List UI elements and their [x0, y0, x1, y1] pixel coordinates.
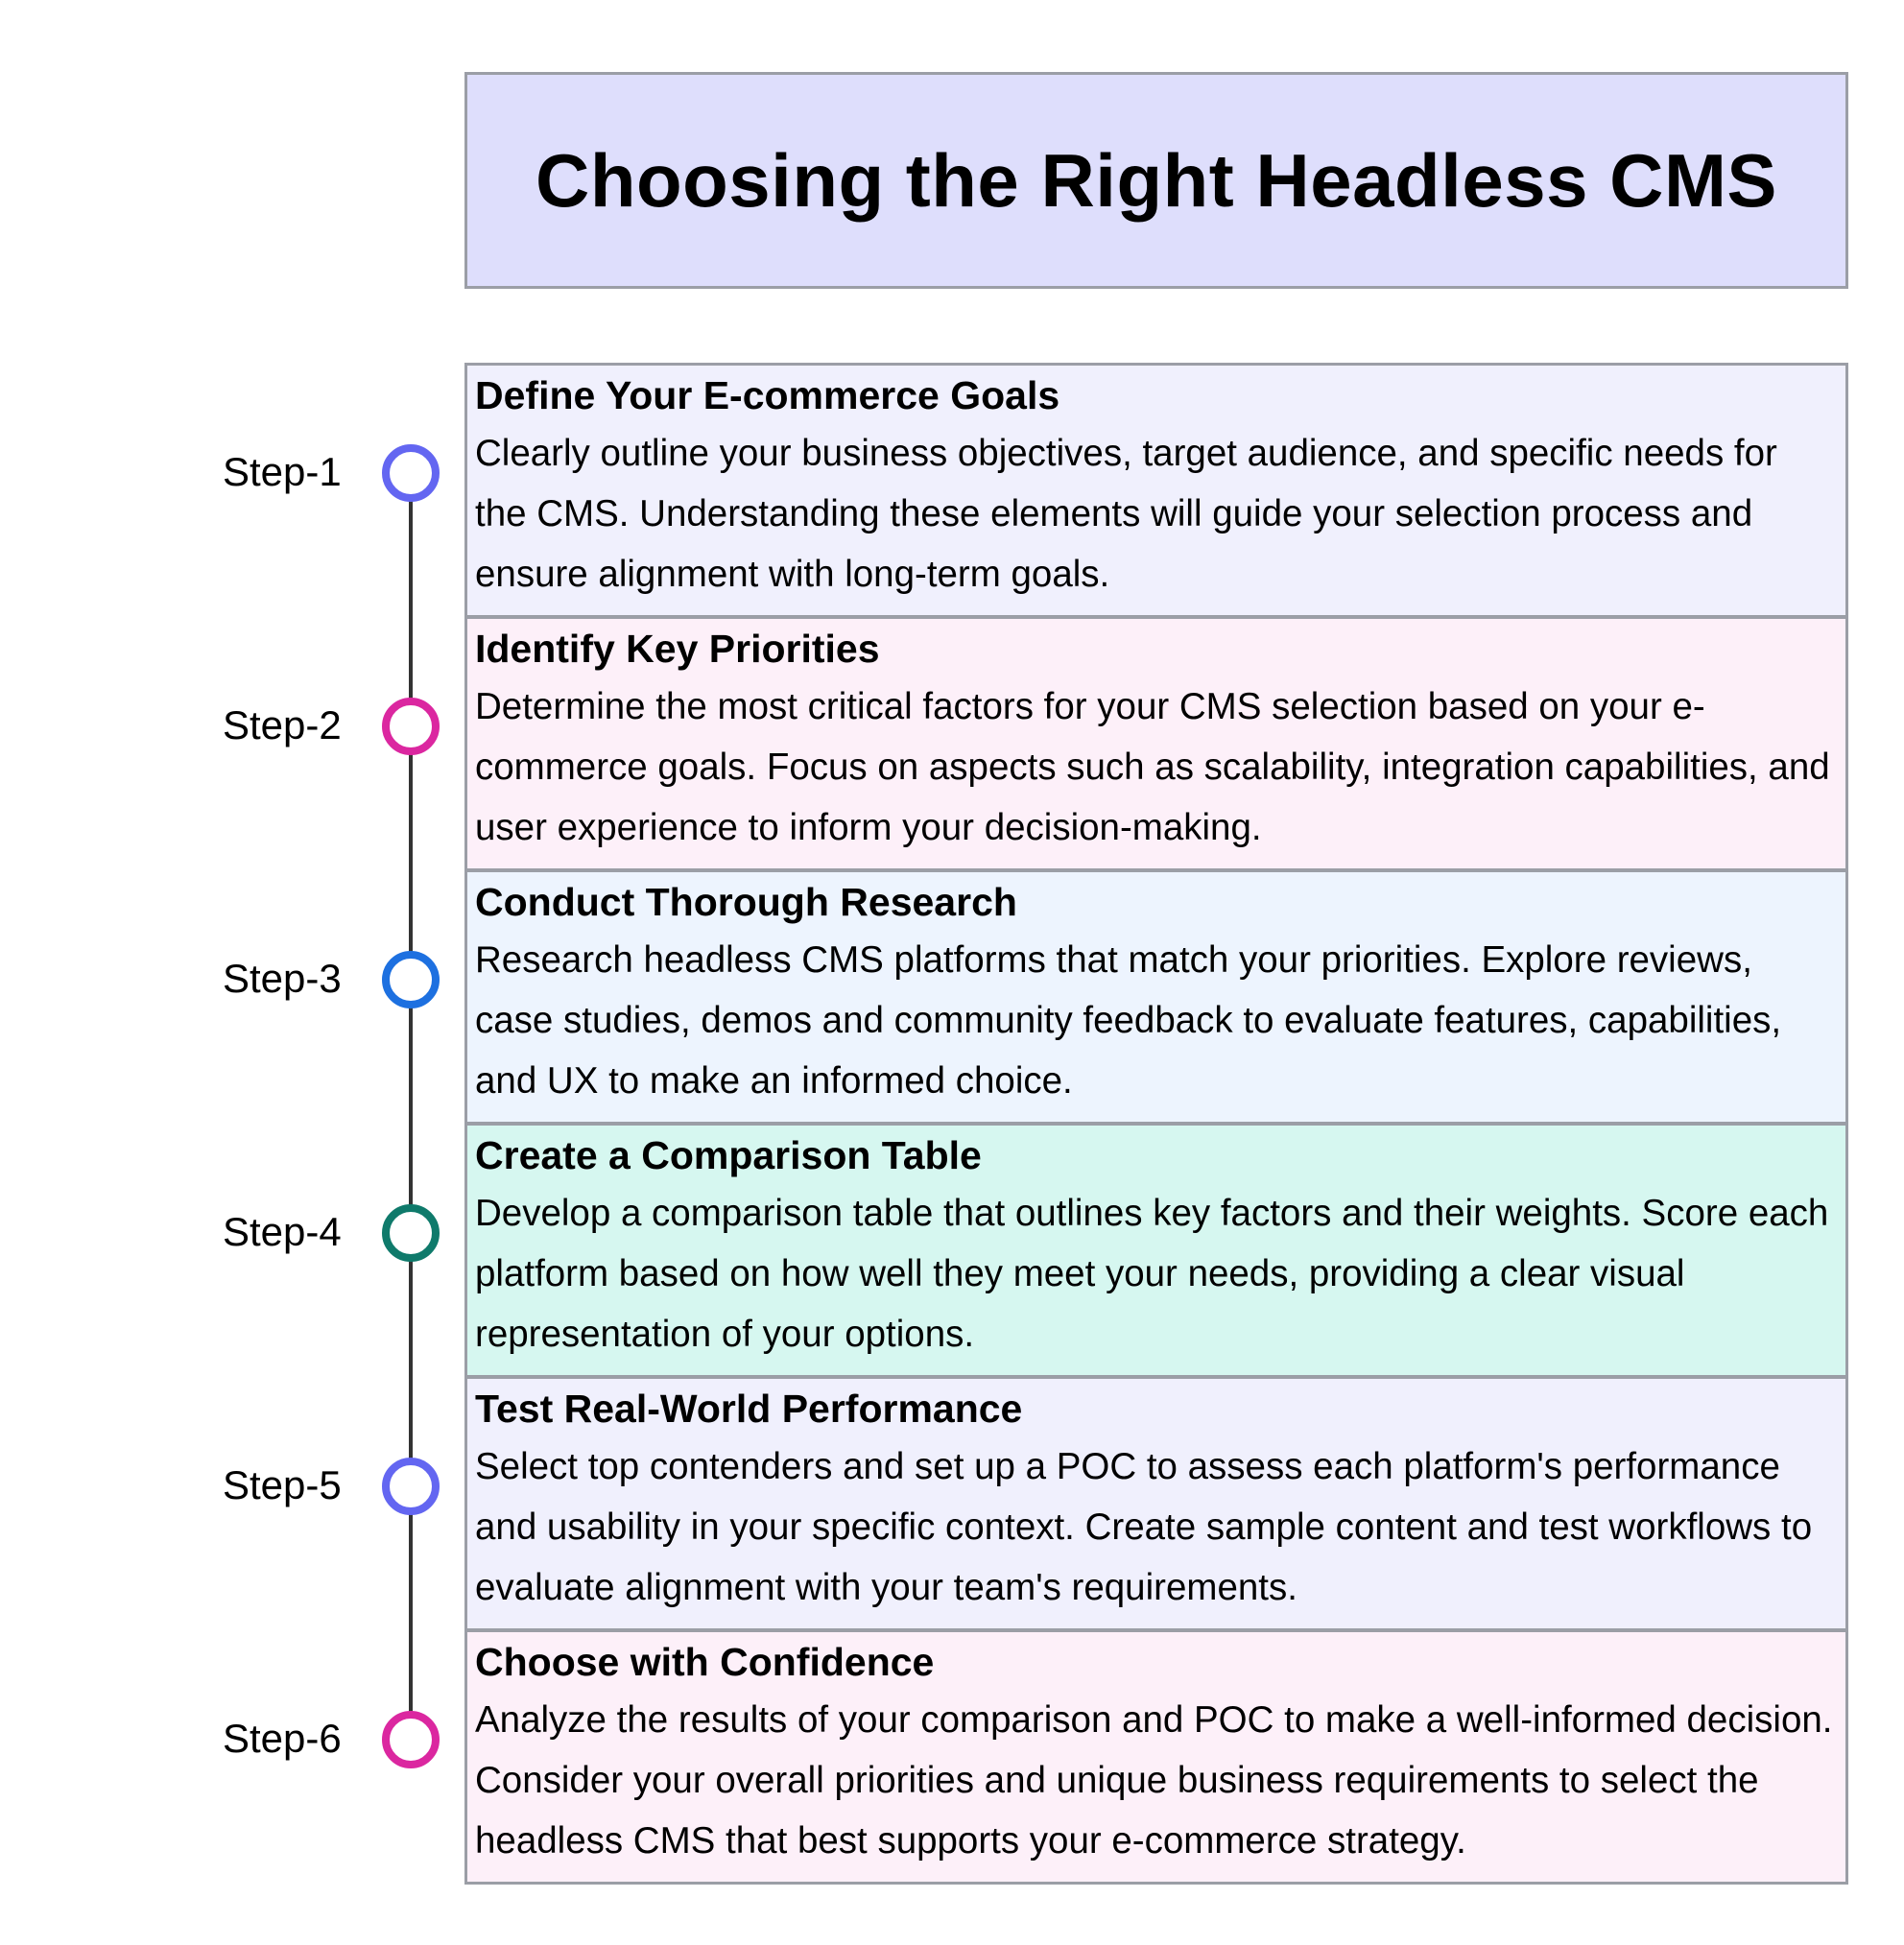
- step-card: [464, 869, 1848, 1125]
- step-label: Step-3: [223, 956, 342, 1001]
- step-heading: Conduct Thorough Research: [475, 880, 1017, 924]
- step-circle-icon: [382, 444, 440, 502]
- step-circle-icon: [382, 1458, 440, 1515]
- step-heading: Define Your E-commerce Goals: [475, 373, 1060, 417]
- step-card: [464, 1376, 1848, 1631]
- step-label: Step-2: [223, 702, 342, 747]
- step-description: Develop a comparison table that outlines key factors and their weights. Score each platform based on how well they meet your needs, providing a clear visual representation of your options.: [475, 1193, 1829, 1355]
- step-circle-icon: [382, 951, 440, 1008]
- step-circle-icon: [382, 698, 440, 755]
- step-heading: Test Real-World Performance: [475, 1387, 1023, 1431]
- step-description: Analyze the results of your comparison and POC to make a well-informed decision. Consider your overall priorities and unique business requirements to select the headless CMS that best supports your e-commerce strategy.: [475, 1699, 1833, 1862]
- page-title: Choosing the Right Headless CMS: [536, 137, 1777, 223]
- step-card: [464, 1629, 1848, 1885]
- step-card: [464, 1123, 1848, 1378]
- step-circle-icon: [382, 1204, 440, 1262]
- step-description: Research headless CMS platforms that match your priorities. Explore reviews, case studies, demos and community feedback to evaluate features, capabilities, and UX to make an informed choice.: [475, 939, 1782, 1102]
- step-circle-icon: [382, 1711, 440, 1768]
- title-box: [464, 72, 1848, 289]
- step-description: Clearly outline your business objectives, target audience, and specific needs for the CMS. Understanding these elements will guide your selection process and ensure alignment with long-term goals.: [475, 433, 1777, 595]
- step-label: Step-5: [223, 1462, 342, 1507]
- step-label: Step-6: [223, 1716, 342, 1761]
- step-card: [464, 363, 1848, 618]
- step-description: Determine the most critical factors for your CMS selection based on your e-commerce goals. Focus on aspects such as scalability, integration capabilities, and user experience to inform your decision-making.: [475, 686, 1830, 848]
- step-heading: Choose with Confidence: [475, 1640, 935, 1684]
- step-heading: Identify Key Priorities: [475, 627, 880, 671]
- step-description: Select top contenders and set up a POC to assess each platform's performance and usability in your specific context. Create sample content and test workflows to evaluate alignment with your team's requirements.: [475, 1446, 1813, 1608]
- step-label: Step-4: [223, 1209, 342, 1254]
- step-label: Step-1: [223, 449, 342, 494]
- step-card: [464, 616, 1848, 871]
- step-heading: Create a Comparison Table: [475, 1133, 982, 1177]
- timeline-line: [409, 499, 413, 1746]
